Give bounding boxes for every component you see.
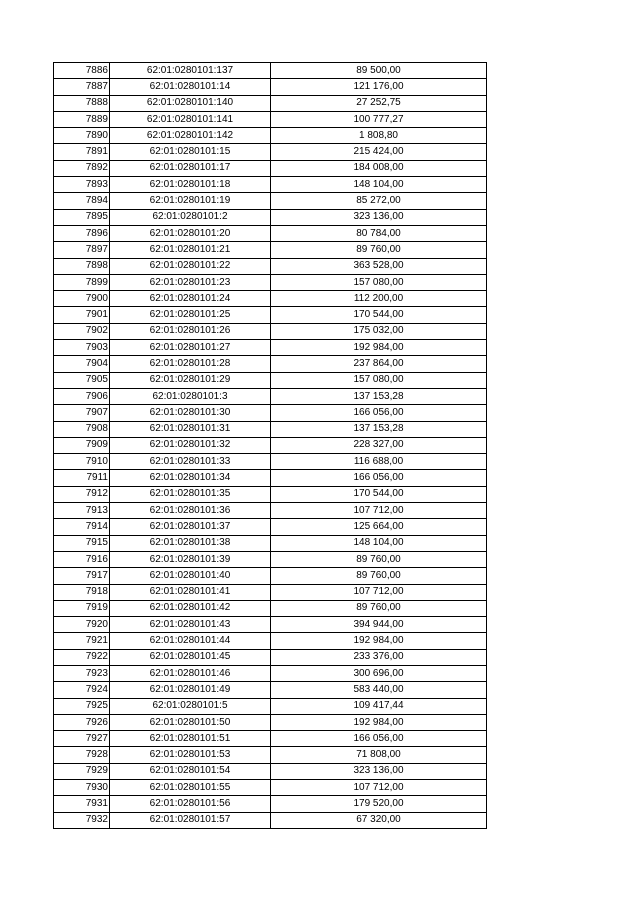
- row-number-cell: 7893: [54, 177, 110, 193]
- row-number-cell: 7925: [54, 698, 110, 714]
- cadastral-number-cell: 62:01:0280101:141: [110, 111, 271, 127]
- row-number-cell: 7900: [54, 291, 110, 307]
- row-number-cell: 7896: [54, 225, 110, 241]
- table-row: [54, 796, 487, 812]
- table-row: [54, 551, 487, 567]
- row-number-cell: 7889: [54, 111, 110, 127]
- value-cell: 137 153,28: [271, 421, 487, 437]
- row-number-cell: 7899: [54, 274, 110, 290]
- row-number-cell: 7923: [54, 665, 110, 681]
- cadastral-number-cell: 62:01:0280101:53: [110, 747, 271, 763]
- value-cell: 363 528,00: [271, 258, 487, 274]
- data-table: [53, 62, 487, 829]
- table-row: [54, 356, 487, 372]
- value-cell: 100 777,27: [271, 111, 487, 127]
- table-row: [54, 160, 487, 176]
- value-cell: 170 544,00: [271, 307, 487, 323]
- row-number-cell: 7907: [54, 405, 110, 421]
- table-row: [54, 307, 487, 323]
- cadastral-number-cell: 62:01:0280101:25: [110, 307, 271, 323]
- table-row: [54, 258, 487, 274]
- cadastral-number-cell: 62:01:0280101:45: [110, 649, 271, 665]
- row-number-cell: 7926: [54, 714, 110, 730]
- cadastral-number-cell: 62:01:0280101:14: [110, 79, 271, 95]
- value-cell: 179 520,00: [271, 796, 487, 812]
- row-number-cell: 7910: [54, 454, 110, 470]
- value-cell: 148 104,00: [271, 177, 487, 193]
- row-number-cell: 7890: [54, 128, 110, 144]
- table-row: [54, 535, 487, 551]
- cadastral-number-cell: 62:01:0280101:19: [110, 193, 271, 209]
- cadastral-number-cell: 62:01:0280101:28: [110, 356, 271, 372]
- cadastral-number-cell: 62:01:0280101:22: [110, 258, 271, 274]
- cadastral-number-cell: 62:01:0280101:27: [110, 340, 271, 356]
- row-number-cell: 7921: [54, 633, 110, 649]
- table-row: [54, 519, 487, 535]
- cadastral-number-cell: 62:01:0280101:36: [110, 503, 271, 519]
- cadastral-number-cell: 62:01:0280101:56: [110, 796, 271, 812]
- cadastral-number-cell: 62:01:0280101:49: [110, 682, 271, 698]
- value-cell: 192 984,00: [271, 633, 487, 649]
- value-cell: 107 712,00: [271, 503, 487, 519]
- table-row: [54, 600, 487, 616]
- row-number-cell: 7922: [54, 649, 110, 665]
- table-row: [54, 470, 487, 486]
- cadastral-number-cell: 62:01:0280101:32: [110, 437, 271, 453]
- row-number-cell: 7911: [54, 470, 110, 486]
- cadastral-number-cell: 62:01:0280101:41: [110, 584, 271, 600]
- table-row: [54, 95, 487, 111]
- value-cell: 107 712,00: [271, 584, 487, 600]
- row-number-cell: 7919: [54, 600, 110, 616]
- table-row: [54, 128, 487, 144]
- row-number-cell: 7924: [54, 682, 110, 698]
- table-row: [54, 454, 487, 470]
- value-cell: 583 440,00: [271, 682, 487, 698]
- table-row: [54, 405, 487, 421]
- value-cell: 85 272,00: [271, 193, 487, 209]
- cadastral-number-cell: 62:01:0280101:30: [110, 405, 271, 421]
- value-cell: 166 056,00: [271, 470, 487, 486]
- table-row: [54, 193, 487, 209]
- value-cell: 300 696,00: [271, 665, 487, 681]
- cadastral-number-cell: 62:01:0280101:23: [110, 274, 271, 290]
- cadastral-number-cell: 62:01:0280101:38: [110, 535, 271, 551]
- cadastral-number-cell: 62:01:0280101:29: [110, 372, 271, 388]
- value-cell: 137 153,28: [271, 388, 487, 404]
- value-cell: 170 544,00: [271, 486, 487, 502]
- cadastral-number-cell: 62:01:0280101:46: [110, 665, 271, 681]
- value-cell: 157 080,00: [271, 372, 487, 388]
- row-number-cell: 7909: [54, 437, 110, 453]
- table-row: [54, 698, 487, 714]
- value-cell: 89 500,00: [271, 63, 487, 79]
- row-number-cell: 7897: [54, 242, 110, 258]
- table-row: [54, 714, 487, 730]
- row-number-cell: 7908: [54, 421, 110, 437]
- cadastral-number-cell: 62:01:0280101:142: [110, 128, 271, 144]
- table-row: [54, 209, 487, 225]
- table-row: [54, 274, 487, 290]
- cadastral-number-cell: 62:01:0280101:42: [110, 600, 271, 616]
- cadastral-number-cell: 62:01:0280101:18: [110, 177, 271, 193]
- value-cell: 107 712,00: [271, 780, 487, 796]
- cadastral-number-cell: 62:01:0280101:2: [110, 209, 271, 225]
- table-row: [54, 617, 487, 633]
- table-row: [54, 177, 487, 193]
- table-row: [54, 584, 487, 600]
- value-cell: 67 320,00: [271, 812, 487, 828]
- table-row: [54, 63, 487, 79]
- value-cell: 148 104,00: [271, 535, 487, 551]
- cadastral-number-cell: 62:01:0280101:54: [110, 763, 271, 779]
- cadastral-number-cell: 62:01:0280101:33: [110, 454, 271, 470]
- row-number-cell: 7915: [54, 535, 110, 551]
- row-number-cell: 7916: [54, 551, 110, 567]
- row-number-cell: 7895: [54, 209, 110, 225]
- row-number-cell: 7905: [54, 372, 110, 388]
- row-number-cell: 7903: [54, 340, 110, 356]
- value-cell: 228 327,00: [271, 437, 487, 453]
- row-number-cell: 7892: [54, 160, 110, 176]
- row-number-cell: 7913: [54, 503, 110, 519]
- table-row: [54, 291, 487, 307]
- table-row: [54, 323, 487, 339]
- table-row: [54, 731, 487, 747]
- value-cell: 157 080,00: [271, 274, 487, 290]
- table-body: [54, 63, 487, 829]
- value-cell: 166 056,00: [271, 405, 487, 421]
- cadastral-number-cell: 62:01:0280101:51: [110, 731, 271, 747]
- cadastral-number-cell: 62:01:0280101:31: [110, 421, 271, 437]
- cadastral-number-cell: 62:01:0280101:20: [110, 225, 271, 241]
- row-number-cell: 7888: [54, 95, 110, 111]
- value-cell: 192 984,00: [271, 714, 487, 730]
- value-cell: 192 984,00: [271, 340, 487, 356]
- value-cell: 125 664,00: [271, 519, 487, 535]
- table-row: [54, 682, 487, 698]
- table-row: [54, 812, 487, 828]
- table-row: [54, 649, 487, 665]
- row-number-cell: 7887: [54, 79, 110, 95]
- row-number-cell: 7928: [54, 747, 110, 763]
- table-row: [54, 780, 487, 796]
- value-cell: 323 136,00: [271, 763, 487, 779]
- table-row: [54, 763, 487, 779]
- row-number-cell: 7929: [54, 763, 110, 779]
- row-number-cell: 7894: [54, 193, 110, 209]
- table-row: [54, 437, 487, 453]
- cadastral-number-cell: 62:01:0280101:24: [110, 291, 271, 307]
- row-number-cell: 7904: [54, 356, 110, 372]
- row-number-cell: 7901: [54, 307, 110, 323]
- table-row: [54, 340, 487, 356]
- cadastral-number-cell: 62:01:0280101:17: [110, 160, 271, 176]
- value-cell: 109 417,44: [271, 698, 487, 714]
- value-cell: 27 252,75: [271, 95, 487, 111]
- row-number-cell: 7914: [54, 519, 110, 535]
- table-row: [54, 486, 487, 502]
- table-row: [54, 111, 487, 127]
- row-number-cell: 7906: [54, 388, 110, 404]
- value-cell: 323 136,00: [271, 209, 487, 225]
- value-cell: 1 808,80: [271, 128, 487, 144]
- value-cell: 89 760,00: [271, 600, 487, 616]
- value-cell: 184 008,00: [271, 160, 487, 176]
- cadastral-number-cell: 62:01:0280101:34: [110, 470, 271, 486]
- table-row: [54, 421, 487, 437]
- table-row: [54, 665, 487, 681]
- value-cell: 89 760,00: [271, 242, 487, 258]
- cadastral-number-cell: 62:01:0280101:35: [110, 486, 271, 502]
- cadastral-number-cell: 62:01:0280101:140: [110, 95, 271, 111]
- table-row: [54, 388, 487, 404]
- cadastral-number-cell: 62:01:0280101:55: [110, 780, 271, 796]
- value-cell: 237 864,00: [271, 356, 487, 372]
- value-cell: 166 056,00: [271, 731, 487, 747]
- row-number-cell: 7912: [54, 486, 110, 502]
- cadastral-number-cell: 62:01:0280101:26: [110, 323, 271, 339]
- value-cell: 116 688,00: [271, 454, 487, 470]
- table-row: [54, 372, 487, 388]
- table-row: [54, 144, 487, 160]
- value-cell: 89 760,00: [271, 551, 487, 567]
- cadastral-number-cell: 62:01:0280101:137: [110, 63, 271, 79]
- cadastral-number-cell: 62:01:0280101:39: [110, 551, 271, 567]
- table-row: [54, 225, 487, 241]
- cadastral-number-cell: 62:01:0280101:5: [110, 698, 271, 714]
- row-number-cell: 7930: [54, 780, 110, 796]
- row-number-cell: 7927: [54, 731, 110, 747]
- table-row: [54, 503, 487, 519]
- value-cell: 233 376,00: [271, 649, 487, 665]
- value-cell: 80 784,00: [271, 225, 487, 241]
- row-number-cell: 7898: [54, 258, 110, 274]
- table-row: [54, 79, 487, 95]
- table-row: [54, 242, 487, 258]
- value-cell: 175 032,00: [271, 323, 487, 339]
- row-number-cell: 7917: [54, 568, 110, 584]
- cadastral-number-cell: 62:01:0280101:3: [110, 388, 271, 404]
- cadastral-number-cell: 62:01:0280101:44: [110, 633, 271, 649]
- value-cell: 121 176,00: [271, 79, 487, 95]
- value-cell: 71 808,00: [271, 747, 487, 763]
- value-cell: 394 944,00: [271, 617, 487, 633]
- cadastral-number-cell: 62:01:0280101:57: [110, 812, 271, 828]
- cadastral-number-cell: 62:01:0280101:37: [110, 519, 271, 535]
- cadastral-number-cell: 62:01:0280101:50: [110, 714, 271, 730]
- value-cell: 112 200,00: [271, 291, 487, 307]
- row-number-cell: 7918: [54, 584, 110, 600]
- table-row: [54, 633, 487, 649]
- row-number-cell: 7886: [54, 63, 110, 79]
- row-number-cell: 7891: [54, 144, 110, 160]
- value-cell: 215 424,00: [271, 144, 487, 160]
- table-row: [54, 747, 487, 763]
- cadastral-number-cell: 62:01:0280101:21: [110, 242, 271, 258]
- row-number-cell: 7920: [54, 617, 110, 633]
- row-number-cell: 7902: [54, 323, 110, 339]
- cadastral-number-cell: 62:01:0280101:40: [110, 568, 271, 584]
- table-row: [54, 568, 487, 584]
- cadastral-number-cell: 62:01:0280101:15: [110, 144, 271, 160]
- value-cell: 89 760,00: [271, 568, 487, 584]
- row-number-cell: 7932: [54, 812, 110, 828]
- row-number-cell: 7931: [54, 796, 110, 812]
- cadastral-number-cell: 62:01:0280101:43: [110, 617, 271, 633]
